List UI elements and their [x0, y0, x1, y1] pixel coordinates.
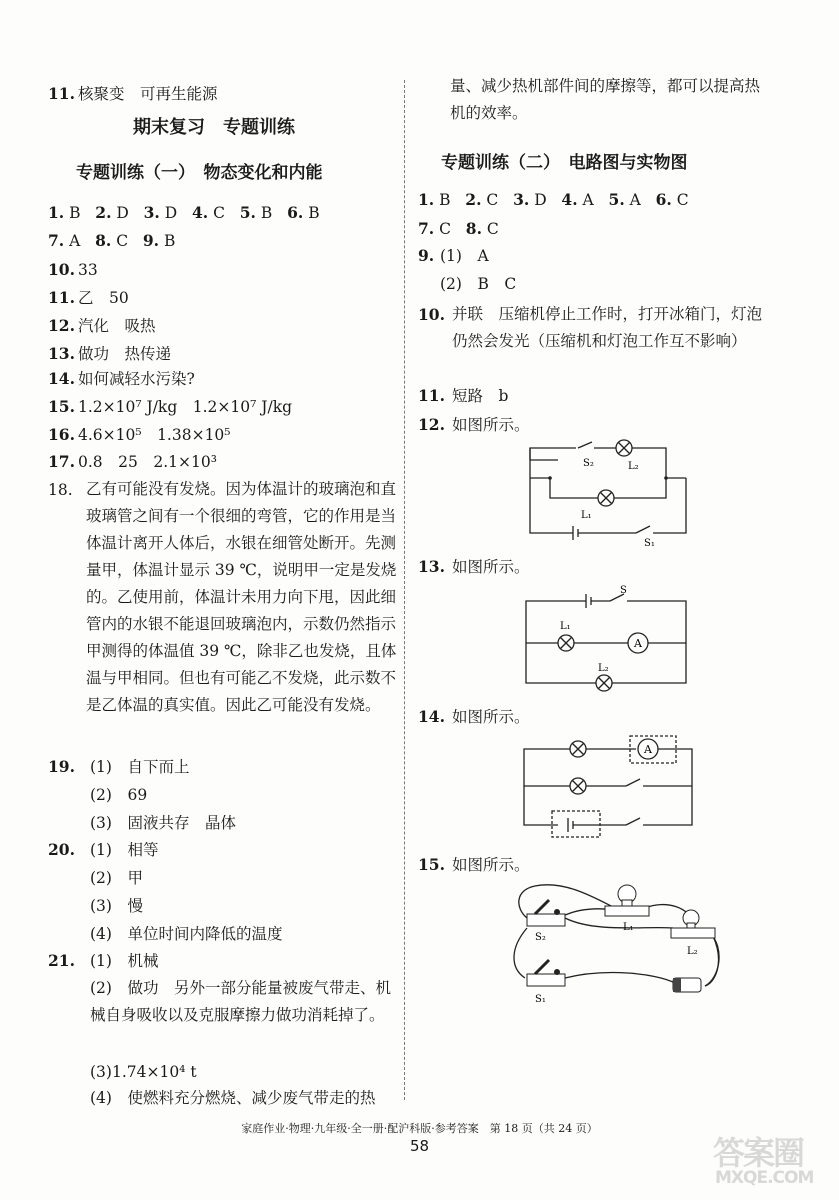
answer-21-part2: (2) 做功 另外一部分能量被废气带走、机械自身吸收以及克服摩擦力做功消耗掉了。 — [90, 979, 391, 1024]
answer-19-num: 19. — [48, 757, 75, 776]
left-answer-11: 11. 核聚变 可再生能源 — [48, 84, 218, 103]
answer-15: 15. 1.2×10⁷ J/kg 1.2×10⁷ J/kg — [48, 397, 293, 416]
label-l2: L₂ — [628, 461, 639, 472]
mc-item: 2. D — [95, 203, 129, 222]
right-continuation: 量、减少热机部件间的摩擦等，都可以提高热机的效率。 — [450, 77, 761, 122]
right-answer-14: 14. 如图所示。 — [418, 707, 530, 726]
right-answer-11: 11. 短路 b — [418, 386, 509, 405]
answer-20-part4: (4) 单位时间内降低的温度 — [90, 925, 283, 943]
mc-item: 7. C — [418, 219, 451, 238]
mc-item: 1. B — [48, 203, 81, 222]
battery-icon — [673, 978, 701, 992]
answer-19-part2: (2) 69 — [90, 786, 148, 804]
mc-item: 6. B — [287, 203, 320, 222]
mc-item: 9. B — [142, 231, 176, 250]
watermark-logo — [711, 1128, 829, 1192]
right-answer-9-part1: (1) A — [440, 247, 489, 265]
label-l2: L₂ — [687, 946, 698, 957]
circuit-diagram-13 — [518, 583, 698, 698]
mc-item: 3. D — [143, 203, 178, 222]
ammeter-label: A — [634, 637, 642, 650]
answer-14: 14. 如何减轻水污染? — [48, 369, 195, 388]
right-subtitle: 专题训练（二） 电路图与实物图 — [441, 153, 688, 173]
lamp-l1-icon — [605, 885, 649, 916]
mc-item: 5. B — [239, 203, 273, 222]
mc-item: 3. D — [513, 190, 547, 209]
right-mc-row-2 — [418, 219, 499, 239]
answer-19-part1: (1) 自下而上 — [90, 758, 190, 776]
label-s2: S₂ — [535, 932, 546, 943]
left-mc-row-1 — [48, 203, 320, 223]
label-s1: S₁ — [535, 994, 546, 1005]
answer-20-num: 20. — [48, 840, 75, 859]
right-answer-9-part2: (2) B C — [440, 275, 517, 293]
column-divider — [404, 80, 405, 1100]
answer-18-num: 18. — [48, 481, 73, 499]
left-mc-row-2 — [48, 231, 175, 251]
mc-item: 2. C — [465, 190, 499, 209]
answer-16: 16. 4.6×10⁵ 1.38×10⁵ — [48, 425, 231, 444]
answer-19-part3: (3) 固液共存 晶体 — [90, 814, 236, 832]
right-answer-10-num: 10. — [418, 305, 445, 324]
right-answer-13: 13. 如图所示。 — [418, 557, 530, 576]
watermark-line2: MXQE.COM — [715, 1168, 814, 1188]
answer-20-part3: (3) 慢 — [90, 897, 143, 915]
answer-11: 11. 乙 50 — [48, 288, 129, 307]
circuit-diagram-14 — [518, 733, 700, 843]
label-l1: L₁ — [581, 510, 592, 521]
answer-21-num: 21. — [48, 951, 75, 970]
label-s2: S₂ — [583, 458, 594, 469]
answer-17: 17. 0.8 25 2.1×10³ — [48, 452, 217, 471]
right-answer-15: 15. 如图所示。 — [418, 855, 530, 874]
right-answer-9-num: 9. — [418, 246, 435, 265]
answer-10: 10. 33 — [48, 260, 98, 279]
answer-18-text: 乙有可能没有发烧。因为体温计的玻璃泡和直玻璃管之间有一个很细的弯管，它的作用是当体温计离开人体后，水银在细管处断开。先测量甲，体温计显示 39 ℃，说明甲一定是发烧的。乙使用前，体温计未用力向下甩，因此细管内的水银不能退回玻璃泡内，示数仍然指示甲测得的体温值 39 ℃，除非乙也发烧，且体温与甲相同。但也有可能乙不发烧，此示数不是乙体温的真实值。因此乙可能没有发烧。 — [86, 480, 397, 714]
answer-13: 13. 做功 热传递 — [48, 344, 172, 363]
right-answer-12: 12. 如图所示。 — [418, 415, 530, 434]
answer-20-part1: (1) 相等 — [90, 841, 159, 859]
answer-21-part1: (1) 机械 — [90, 952, 159, 970]
switch-s2-icon — [527, 900, 565, 926]
label-l2: L₂ — [598, 663, 609, 674]
mc-item: 8. C — [465, 219, 499, 238]
lamp-l2-icon — [671, 910, 715, 938]
answer-21-part3: (3)1.74×10⁴ t — [90, 1063, 197, 1081]
answer-20-part2: (2) 甲 — [90, 869, 143, 887]
circuit-diagram-12 — [518, 438, 698, 548]
right-answer-10-text: 并联 压缩机停止工作时，打开冰箱门，灯泡仍然会发光（压缩机和灯泡工作互不影响） — [452, 305, 763, 350]
watermark-line1: 答案圈 — [713, 1134, 804, 1172]
label-s: S — [620, 585, 627, 596]
mc-item: 7. A — [48, 231, 81, 250]
mc-item: 4. A — [561, 190, 594, 209]
ammeter-label: A — [644, 743, 652, 756]
answer-12: 12. 汽化 吸热 — [48, 316, 156, 335]
label-l1: L₁ — [623, 922, 634, 933]
mc-item: 4. C — [191, 203, 225, 222]
left-subtitle: 专题训练（一） 物态变化和内能 — [76, 163, 323, 183]
mc-item: 1. B — [418, 190, 451, 209]
physical-circuit-15 — [505, 878, 720, 1008]
label-s1: S₁ — [644, 538, 655, 548]
label-l1: L₁ — [560, 621, 571, 632]
right-mc-row-1 — [418, 190, 689, 210]
section-title: 期末复习 专题训练 — [133, 117, 295, 138]
switch-s1-icon — [527, 960, 565, 986]
mc-item: 6. C — [655, 190, 689, 209]
answer-21-part4: (4) 使燃料充分燃烧、减少废气带走的热 — [90, 1089, 376, 1107]
mc-item: 8. C — [95, 231, 129, 250]
mc-item: 5. A — [608, 190, 641, 209]
page-footer: 家庭作业·物理·九年级·全一册·配沪科版·参考答案 第 18 页（共 24 页） — [241, 1122, 598, 1135]
page-number: 58 — [409, 1137, 430, 1155]
